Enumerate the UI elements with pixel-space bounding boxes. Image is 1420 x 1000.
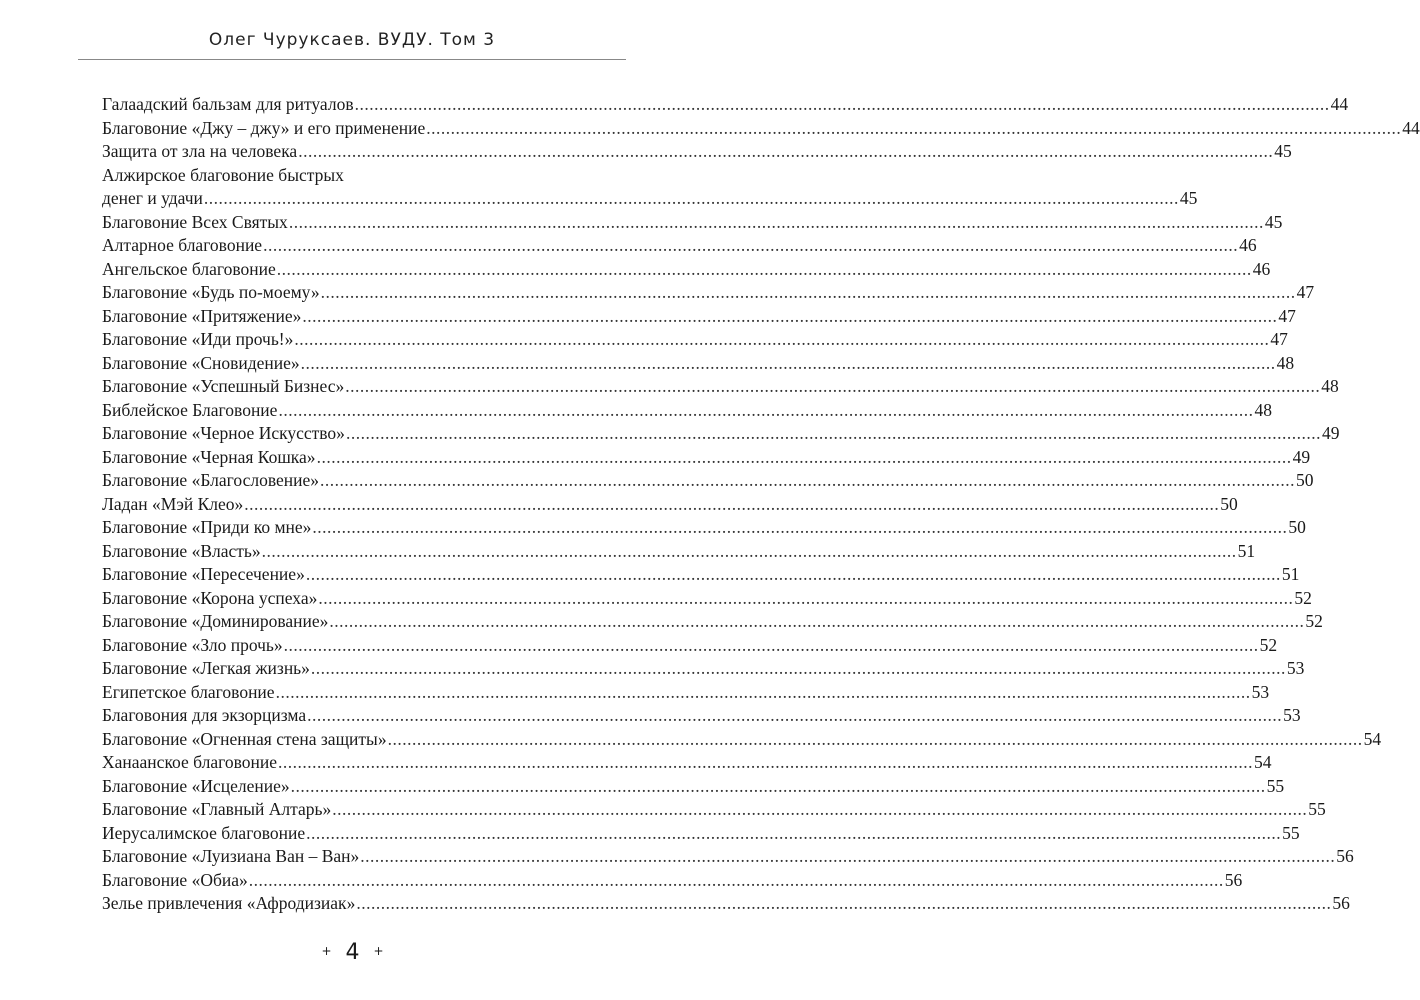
toc-leader-dots: ........................................................................................................................................................................................................ xyxy=(307,705,1283,725)
toc-entry-title: Благовоние «Легкая жизнь» xyxy=(102,658,310,678)
toc-entry-page: 45 xyxy=(1264,211,1283,232)
footer-ornament-left: + xyxy=(321,944,332,958)
toc-leader-dots: ........................................................................................................................................................................................................ xyxy=(278,752,1254,772)
toc-leader-dots: ........................................................................................................................................................................................................ xyxy=(261,540,1237,561)
toc-entry-page: 49 xyxy=(1321,423,1340,443)
toc-entry-line xyxy=(102,634,1278,658)
toc-entry-title: Благовоние «Огненная стена защиты» xyxy=(102,728,387,749)
toc-entry-line xyxy=(102,211,1283,235)
toc-entry-title: денег и удачи xyxy=(102,188,203,208)
toc-entry-page: 55 xyxy=(1282,822,1300,843)
toc-entry xyxy=(102,164,1198,211)
toc-leader-dots: ........................................................................................................................................................................................................ xyxy=(203,188,1179,208)
toc-entry-title: Благовоние «Луизиана Ван – Ван» xyxy=(102,846,360,866)
toc-entry-title: Алтарное благовоние xyxy=(102,235,263,255)
toc-leader-dots: ........................................................................................................................................................................................................ xyxy=(306,822,1282,843)
toc-entry-title: Благовония для экзорцизма xyxy=(102,705,307,725)
toc-leader-dots: ........................................................................................................................................................................................................ xyxy=(312,517,1288,537)
toc-entry-title: Благовоние «Корона успеха» xyxy=(102,587,318,608)
toc-entry xyxy=(102,587,1312,611)
toc-leader-dots: ........................................................................................................................................................................................................ xyxy=(300,352,1276,373)
toc-entry-page: 52 xyxy=(1259,634,1278,655)
toc-entry-title: Благовоние «Притяжение» xyxy=(102,305,302,326)
toc-entry xyxy=(102,234,1257,258)
toc-entry-title: Благовоние «Власть» xyxy=(102,540,261,561)
toc-leader-dots: ........................................................................................................................................................................................................ xyxy=(278,399,1254,420)
toc-entry xyxy=(102,422,1340,446)
toc-entry-line xyxy=(102,187,1198,211)
toc-entry xyxy=(102,493,1238,517)
toc-entry xyxy=(102,516,1306,540)
toc-entry-line xyxy=(102,399,1272,423)
toc-entry-title: Благовоние «Доминирование» xyxy=(102,611,329,631)
page-footer xyxy=(0,940,705,965)
toc-entry-page: 53 xyxy=(1283,705,1301,725)
toc-entry xyxy=(102,117,1420,141)
toc-entry-page: 56 xyxy=(1336,846,1354,866)
toc-leader-dots: ........................................................................................................................................................................................................ xyxy=(305,564,1281,584)
toc-entry xyxy=(102,281,1315,305)
toc-entry xyxy=(102,634,1278,658)
toc-entry-line xyxy=(102,93,1349,117)
toc-entry-title: Библейское Благовоние xyxy=(102,399,278,420)
toc-entry-page: 56 xyxy=(1224,869,1243,890)
toc-entry-page: 46 xyxy=(1239,235,1257,255)
toc-entry xyxy=(102,540,1256,564)
toc-entry-title: Зелье привлечения «Афродизиак» xyxy=(102,893,356,913)
toc-entry-line xyxy=(102,681,1270,705)
toc-entry-line xyxy=(102,587,1312,611)
toc-entry-line xyxy=(102,751,1272,775)
table-of-contents xyxy=(102,93,1420,916)
toc-entry-title: Благовоние «Будь по-моему» xyxy=(102,282,320,302)
toc-entry-page: 49 xyxy=(1292,446,1311,467)
toc-entry xyxy=(102,775,1285,799)
toc-entry-line xyxy=(102,516,1306,540)
toc-entry-page: 44 xyxy=(1402,117,1420,138)
toc-leader-dots: ........................................................................................................................................................................................................ xyxy=(318,587,1294,608)
toc-leader-dots: ........................................................................................................................................................................................................ xyxy=(360,846,1336,866)
toc-entry-line xyxy=(102,328,1288,352)
toc-leader-dots: ........................................................................................................................................................................................................ xyxy=(283,634,1259,655)
toc-leader-dots: ........................................................................................................................................................................................................ xyxy=(263,235,1239,255)
toc-entry-line xyxy=(102,845,1354,869)
toc-leader-dots: ........................................................................................................................................................................................................ xyxy=(294,329,1270,349)
toc-entry xyxy=(102,728,1382,752)
toc-entry-page: 47 xyxy=(1278,305,1296,326)
toc-leader-dots: ........................................................................................................................................................................................................ xyxy=(310,658,1286,678)
toc-entry-title: Защита от зла на человека xyxy=(102,141,298,161)
toc-entry-page: 48 xyxy=(1276,352,1295,373)
toc-entry xyxy=(102,892,1350,916)
toc-entry xyxy=(102,610,1323,634)
toc-entry-page: 53 xyxy=(1286,658,1305,678)
toc-entry-title: Благовоние Всех Святых xyxy=(102,211,288,232)
toc-entry xyxy=(102,446,1311,470)
toc-entry xyxy=(102,140,1292,164)
toc-entry-title: Алжирское благовоние быстрых xyxy=(102,164,344,185)
toc-entry-line xyxy=(102,704,1301,728)
toc-entry xyxy=(102,258,1271,282)
toc-leader-dots: ........................................................................................................................................................................................................ xyxy=(320,282,1296,302)
toc-entry xyxy=(102,328,1288,352)
toc-entry-title: Благовоние «Черная Кошка» xyxy=(102,446,316,467)
toc-entry-line xyxy=(102,798,1326,822)
toc-entry-line xyxy=(102,540,1256,564)
toc-entry-line xyxy=(102,892,1350,916)
toc-entry-page: 48 xyxy=(1254,399,1272,420)
toc-entry-page: 53 xyxy=(1251,681,1270,702)
toc-entry-title: Благовоние «Пересечение» xyxy=(102,564,305,584)
toc-entry-page: 56 xyxy=(1332,893,1350,913)
toc-entry-line xyxy=(102,164,612,188)
toc-entry-line xyxy=(102,728,1382,752)
toc-entry-title: Благовоние «Успешный Бизнес» xyxy=(102,376,345,396)
toc-leader-dots: ........................................................................................................................................................................................................ xyxy=(248,869,1224,890)
toc-leader-dots: ........................................................................................................................................................................................................ xyxy=(320,470,1295,490)
toc-entry xyxy=(102,563,1300,587)
toc-entry-line xyxy=(102,234,1257,258)
toc-entry-line xyxy=(102,281,1315,305)
toc-entry-title: Галаадский бальзам для ритуалов xyxy=(102,94,354,114)
toc-leader-dots: ........................................................................................................................................................................................................ xyxy=(332,799,1308,819)
toc-entry-page: 51 xyxy=(1237,540,1256,561)
toc-entry-title: Благовоние «Благословение» xyxy=(102,470,319,490)
toc-entry-title: Благовоние «Приди ко мне» xyxy=(102,517,312,537)
toc-entry-title: Ханаанское благовоние xyxy=(102,752,278,772)
toc-entry-line xyxy=(102,258,1271,282)
toc-entry-page: 50 xyxy=(1288,517,1306,537)
toc-entry-line xyxy=(102,375,1339,399)
toc-entry-line xyxy=(102,469,1314,493)
toc-entry xyxy=(102,469,1314,493)
toc-entry xyxy=(102,798,1326,822)
toc-entry-page: 47 xyxy=(1270,329,1288,349)
toc-entry xyxy=(102,352,1295,376)
toc-leader-dots: ........................................................................................................................................................................................................ xyxy=(288,211,1264,232)
toc-entry-line xyxy=(102,140,1292,164)
toc-leader-dots: ........................................................................................................................................................................................................ xyxy=(354,94,1330,114)
toc-entry xyxy=(102,375,1339,399)
toc-entry xyxy=(102,681,1270,705)
toc-entry-title: Благовоние «Иди прочь!» xyxy=(102,329,294,349)
toc-entry-title: Благовоние «Главный Алтарь» xyxy=(102,799,332,819)
toc-entry-page: 52 xyxy=(1294,587,1312,608)
page-number: 4 xyxy=(345,940,360,965)
header-rule xyxy=(78,59,626,60)
toc-entry xyxy=(102,657,1305,681)
toc-leader-dots: ........................................................................................................................................................................................................ xyxy=(316,446,1292,467)
toc-entry-page: 54 xyxy=(1254,752,1272,772)
toc-leader-dots: ........................................................................................................................................................................................................ xyxy=(290,775,1266,796)
toc-entry-title: Благовоние «Исцеление» xyxy=(102,775,290,796)
toc-leader-dots: ........................................................................................................................................................................................................ xyxy=(345,423,1321,443)
toc-entry-line xyxy=(102,117,1420,141)
toc-entry xyxy=(102,869,1243,893)
toc-entry-page: 48 xyxy=(1321,376,1339,396)
toc-entry-page: 46 xyxy=(1252,258,1271,279)
toc-entry xyxy=(102,399,1272,423)
toc-entry-title: Благовоние «Черное Искусство» xyxy=(102,423,345,443)
toc-entry-page: 50 xyxy=(1220,493,1238,514)
toc-entry-page: 44 xyxy=(1330,94,1349,114)
toc-entry-page: 47 xyxy=(1296,282,1315,302)
toc-entry-title: Ладан «Мэй Клео» xyxy=(102,493,244,514)
toc-entry xyxy=(102,93,1349,117)
toc-leader-dots: ........................................................................................................................................................................................................ xyxy=(298,141,1274,161)
toc-entry-line xyxy=(102,352,1295,376)
toc-entry-line xyxy=(102,305,1296,329)
toc-entry xyxy=(102,822,1300,846)
toc-entry-line xyxy=(102,422,1340,446)
toc-entry-title: Благовоние «Зло прочь» xyxy=(102,634,283,655)
toc-entry-title: Благовоние «Обиа» xyxy=(102,869,248,890)
toc-entry xyxy=(102,211,1283,235)
toc-entry-line xyxy=(102,775,1285,799)
toc-leader-dots: ........................................................................................................................................................................................................ xyxy=(276,258,1252,279)
toc-leader-dots: ........................................................................................................................................................................................................ xyxy=(356,893,1332,913)
toc-entry-page: 55 xyxy=(1308,799,1326,819)
running-header: Олег Чуруксаев. ВУДУ. Том 3 xyxy=(208,30,496,50)
toc-entry-line xyxy=(102,493,1238,517)
toc-leader-dots: ........................................................................................................................................................................................................ xyxy=(329,611,1305,631)
toc-entry-line xyxy=(102,657,1305,681)
toc-entry-page: 50 xyxy=(1296,470,1314,490)
toc-entry xyxy=(102,704,1301,728)
toc-entry-title: Иерусалимское благовоние xyxy=(102,822,306,843)
toc-entry-line xyxy=(102,822,1300,846)
toc-entry-title: Благовоние «Сновидение» xyxy=(102,352,300,373)
toc-entry-title: Благовоние «Джу – джу» и его применение xyxy=(102,117,426,138)
toc-leader-dots: ........................................................................................................................................................................................................ xyxy=(387,728,1363,749)
toc-entry-page: 51 xyxy=(1281,564,1300,584)
toc-leader-dots: ........................................................................................................................................................................................................ xyxy=(426,117,1402,138)
toc-entry xyxy=(102,305,1296,329)
toc-leader-dots: ........................................................................................................................................................................................................ xyxy=(345,376,1321,396)
footer-ornament-right: + xyxy=(373,944,384,958)
toc-leader-dots: ........................................................................................................................................................................................................ xyxy=(275,681,1251,702)
toc-entry-page: 45 xyxy=(1274,141,1292,161)
toc-entry xyxy=(102,751,1272,775)
toc-entry-page: 55 xyxy=(1266,775,1285,796)
toc-entry-title: Египетское благовоние xyxy=(102,681,275,702)
toc-entry-line xyxy=(102,563,1300,587)
toc-leader-dots: ........................................................................................................................................................................................................ xyxy=(302,305,1278,326)
toc-entry-line xyxy=(102,446,1311,470)
toc-entry-page: 52 xyxy=(1305,611,1323,631)
toc-entry-page: 54 xyxy=(1363,728,1382,749)
toc-entry xyxy=(102,845,1354,869)
toc-entry-title: Ангельское благовоние xyxy=(102,258,276,279)
toc-entry-line xyxy=(102,610,1323,634)
toc-entry-page: 45 xyxy=(1179,188,1198,208)
toc-leader-dots: ........................................................................................................................................................................................................ xyxy=(244,493,1220,514)
toc-entry-line xyxy=(102,869,1243,893)
